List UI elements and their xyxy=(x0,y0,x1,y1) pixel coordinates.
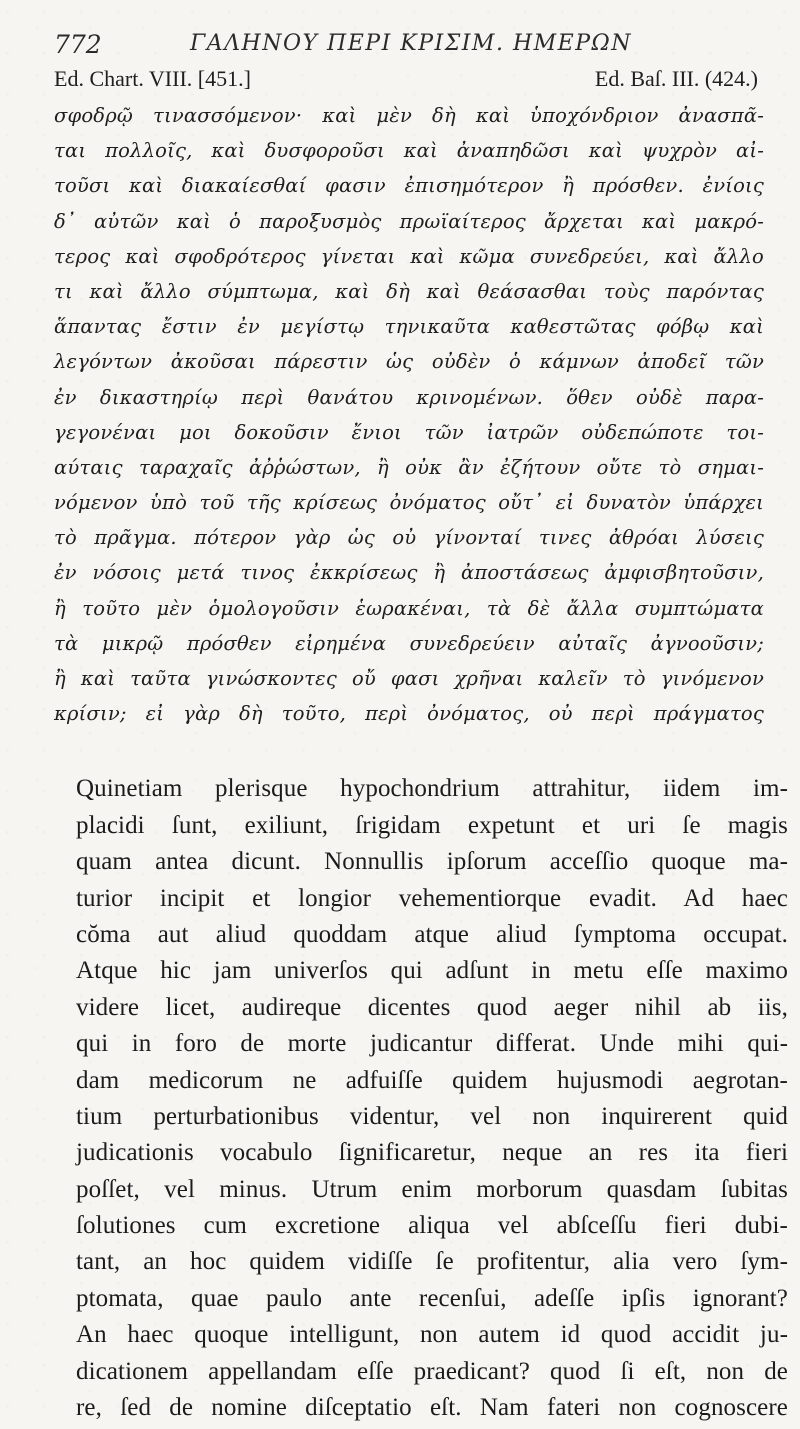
running-title: ΓΑΛΗΝΟΥ ΠΕΡΙ ΚΡΙΣΙΜ. ΗΜΕΡΩΝ xyxy=(190,31,633,56)
latin-line: ptomata, quae paulo ante recenſui, adeſſe ipſis ignorant? xyxy=(76,1284,788,1312)
greek-line: ἐν νόσοις μετά τινος ἐκκρίσεως ἢ ἀποστάσεως ἀμφισβητοῦσιν, xyxy=(54,561,764,585)
latin-line: qui in foro de morte judicantur differat. Unde mihi qui- xyxy=(76,1030,788,1058)
greek-line: λεγόντων ἀκοῦσαι πάρεστιν ὡς οὐδὲν ὁ κάμνων ἀποδεῖ τῶν xyxy=(54,350,764,374)
edition-chartier: Ed. Chart. VIII. [451.] xyxy=(54,66,251,91)
edition-references xyxy=(40,64,762,94)
latin-line: judicationis vocabulo ſignificaretur, neque an res ita fieri xyxy=(76,1139,788,1167)
section-gap xyxy=(40,731,762,771)
latin-line: quam antea dicunt. Nonnullis ipſorum acceſſio quoque ma- xyxy=(76,848,788,876)
greek-line: τὸ πρᾶγμα. πότερον γὰρ ὡς οὐ γίνονταί τινες ἀθρόαι λύσεις xyxy=(54,526,764,550)
latin-line: tium perturbationibus videntur, vel non inquirerent quid xyxy=(76,1102,788,1130)
greek-line: ἐν δικαστηρίῳ περὶ θανάτου κρινομένων. ὅθεν οὐδὲ παρα- xyxy=(54,385,764,409)
greek-line: γεγονέναι μοι δοκοῦσιν ἔνιοι τῶν ἰατρῶν οὐδεπώποτε τοι- xyxy=(54,420,764,444)
greek-line: σφοδρῷ τινασσόμενον· καὶ μὲν δὴ καὶ ὑποχόνδριον ἀνασπᾶ- xyxy=(54,104,764,127)
edition-basel: Ed. Baſ. III. (424.) xyxy=(594,66,758,91)
greek-line: ται πολλοῖς, καὶ δυσφοροῦσι καὶ ἀναπηδῶσι καὶ ψυχρὸν αἰ- xyxy=(54,139,764,163)
latin-line: dicationem appellandam eſſe praedicant? quod ſi eſt, non de xyxy=(76,1357,788,1385)
greek-line: ἢ καὶ ταῦτα γινώσκοντες οὔ φασι χρῆναι καλεῖν τὸ γινόμενον xyxy=(54,667,764,690)
latin-line: cŏma aut aliud quoddam atque aliud ſymptoma occupat. xyxy=(76,920,788,948)
latin-line: poſſet, vel minus. Utrum enim morborum quasdam ſubitas xyxy=(76,1175,788,1203)
greek-text-block xyxy=(54,98,764,731)
latin-line: dam medicorum ne adfuiſſe quidem hujusmodi aegrotan- xyxy=(76,1066,788,1094)
latin-line: tant, an hoc quidem vidiſſe ſe profitentur, alia vero ſym- xyxy=(76,1248,788,1276)
greek-line: ἅπαντας ἔστιν ἐν μεγίστῳ τηνικαῦτα καθεστῶτας φόβῳ καὶ xyxy=(54,315,764,339)
greek-line: τοῦσι καὶ διακαίεσθαί φασιν ἐπισημότερον ἢ πρόσθεν. ἐνίοις xyxy=(54,174,764,198)
greek-line: δ᾽ αὐτῶν καὶ ὁ παροξυσμὸς πρωϊαίτερος ἄρχεται καὶ μακρό- xyxy=(54,209,764,233)
greek-line: αύταις ταραχαῖς ἀῤῥώστων, ἢ οὐκ ἂν ἐζήτουν οὔτε τὸ σημαι- xyxy=(54,455,764,479)
latin-line: ſolutiones cum excretione aliqua vel abſceſſu fieri dubi- xyxy=(76,1212,788,1240)
greek-line: κρίσιν; εἰ γὰρ δὴ τοῦτο, περὶ ὀνόματος, οὐ περὶ πράγματος xyxy=(54,702,764,726)
latin-line: turior incipit et longior vehementiorque evadit. Ad haec xyxy=(76,884,788,912)
latin-translation-block xyxy=(76,771,788,1426)
greek-line: τερος καὶ σφοδρότερος γίνεται καὶ κῶμα συνεδρεύει, καὶ ἄλλο xyxy=(54,244,764,268)
latin-line: An haec quoque intelligunt, non autem id quod accidit ju- xyxy=(76,1321,788,1349)
greek-line: ἢ τοῦτο μὲν ὁμολογοῦσιν ἑωρακέναι, τὰ δὲ ἄλλα συμπτώματα xyxy=(54,596,764,620)
running-head xyxy=(40,26,762,64)
page-number: 772 xyxy=(54,30,102,59)
latin-line: placidi ſunt, exiliunt, ſrigidam expetunt et uri ſe magis xyxy=(76,811,788,839)
greek-line: νόμενον ὑπὸ τοῦ τῆς κρίσεως ὀνόματος οὔτ᾽ εἰ δυνατὸν ὑπάρχει xyxy=(54,491,764,515)
latin-line: Atque hic jam univerſos qui adſunt in metu eſſe maximo xyxy=(76,957,788,985)
greek-line: τὰ μικρῷ πρόσθεν εἰρημένα συνεδρεύειν αὐταῖς ἀγνοοῦσιν; xyxy=(54,631,764,655)
greek-line: τι καὶ ἄλλο σύμπτωμα, καὶ δὴ καὶ θεάσασθαι τοὺς παρόντας xyxy=(54,279,764,303)
latin-line: Quinetiam plerisque hypochondrium attrahitur, iidem im- xyxy=(76,775,788,803)
latin-line: re, ſed de nomine diſceptatio eſt. Nam fateri non cognoscere xyxy=(76,1394,788,1422)
latin-line: videre licet, audireque dicentes quod aeger nihil ab iis, xyxy=(76,993,788,1021)
